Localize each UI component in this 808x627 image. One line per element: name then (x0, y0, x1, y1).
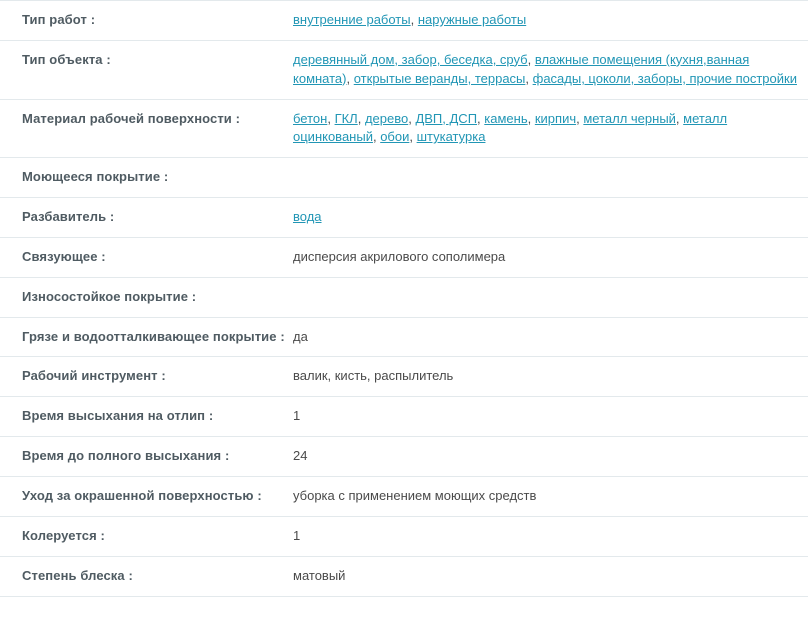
spec-value-link[interactable]: ДВП, ДСП (415, 110, 478, 126)
spec-value-link[interactable]: металл оцинкованый (293, 110, 728, 145)
spec-label: Рабочий инструмент : (22, 368, 166, 384)
spec-value-separator: , (372, 129, 381, 145)
spec-value-link[interactable]: влажные помещения (кухня,ванная комната) (293, 51, 750, 86)
spec-value (293, 516, 808, 556)
spec-value (293, 437, 808, 477)
spec-value-separator: , (409, 129, 417, 145)
spec-value (293, 357, 808, 397)
spec-value-text: уборка с применением моющих средств (293, 487, 537, 503)
table-row (0, 437, 808, 477)
spec-value-separator: , (527, 110, 535, 126)
spec-value-separator: , (576, 110, 584, 126)
table-row (0, 99, 808, 158)
spec-value-text: дисперсия акрилового сополимера (293, 248, 506, 264)
spec-value-link[interactable]: металл черный (583, 110, 676, 126)
spec-value-separator: , (525, 70, 533, 86)
spec-value-link[interactable]: открытые веранды, террасы (353, 70, 526, 86)
table-row (0, 476, 808, 516)
spec-value-link[interactable]: наружные работы (417, 12, 527, 27)
spec-value-link[interactable]: ГКЛ (334, 110, 358, 126)
spec-value-separator: , (327, 110, 335, 126)
spec-value (293, 40, 808, 99)
spec-value-link[interactable]: вода (293, 209, 322, 225)
spec-value-text: 1 (293, 527, 301, 543)
spec-value-link[interactable]: деревянный дом, забор, беседка, сруб (293, 51, 528, 67)
table-row (0, 158, 808, 198)
spec-table-body (0, 1, 808, 597)
spec-label: Тип объекта : (22, 51, 111, 67)
spec-value-text: 24 (293, 448, 308, 464)
spec-value-separator: , (477, 110, 485, 126)
spec-value-link[interactable]: фасады, цоколи, заборы, прочие постройки (532, 70, 797, 86)
spec-label: Время до полного высыхания : (22, 448, 230, 464)
spec-value-link[interactable]: обои (380, 129, 410, 145)
spec-value (293, 556, 808, 596)
spec-value (293, 237, 808, 277)
spec-value-separator: , (357, 110, 365, 126)
spec-label: Уход за окрашенной поверхностью : (22, 487, 262, 503)
spec-label: Износостойкое покрытие : (22, 288, 197, 304)
spec-value-text: матовый (293, 567, 346, 583)
page-footer-space (0, 597, 808, 627)
spec-label: Разбавитель : (22, 209, 115, 225)
spec-value (293, 198, 808, 238)
table-row (0, 277, 808, 317)
spec-label: Грязе и водоотталкивающее покрытие : (22, 328, 285, 344)
spec-value-link[interactable]: камень (484, 110, 528, 126)
spec-value-separator: , (408, 110, 416, 126)
spec-label: Колеруется : (22, 527, 105, 543)
spec-label: Время высыхания на отлип : (22, 408, 214, 424)
spec-value-text: валик, кисть, распылитель (293, 368, 454, 384)
table-row (0, 40, 808, 99)
table-row (0, 357, 808, 397)
spec-value (293, 1, 808, 41)
spec-value-separator: , (527, 51, 535, 67)
spec-value (293, 277, 808, 317)
spec-value-separator: , (675, 110, 684, 126)
table-row (0, 198, 808, 238)
spec-value-link[interactable]: штукатурка (416, 129, 486, 145)
spec-value-link[interactable]: внутренние работы (293, 12, 411, 27)
spec-label: Моющееся покрытие : (22, 169, 169, 185)
spec-value-text: да (293, 328, 308, 344)
table-row (0, 516, 808, 556)
spec-value-separator: , (346, 70, 354, 86)
spec-value-link[interactable]: дерево (364, 110, 409, 126)
spec-label: Связующее : (22, 248, 106, 264)
spec-value-text: 1 (293, 408, 301, 424)
spec-label: Материал рабочей поверхности : (22, 110, 241, 126)
spec-label: Степень блеска : (22, 567, 133, 583)
spec-value (293, 317, 808, 357)
spec-value-link[interactable]: кирпич (534, 110, 577, 126)
spec-value (293, 397, 808, 437)
spec-value-separator: , (410, 12, 418, 27)
spec-value (293, 158, 808, 198)
spec-value-link[interactable]: бетон (293, 110, 328, 126)
table-row (0, 237, 808, 277)
table-row (0, 397, 808, 437)
spec-value (293, 99, 808, 158)
spec-label: Тип работ : (22, 12, 96, 27)
table-row (0, 317, 808, 357)
table-row (0, 556, 808, 596)
table-row (0, 1, 808, 41)
spec-value (293, 476, 808, 516)
